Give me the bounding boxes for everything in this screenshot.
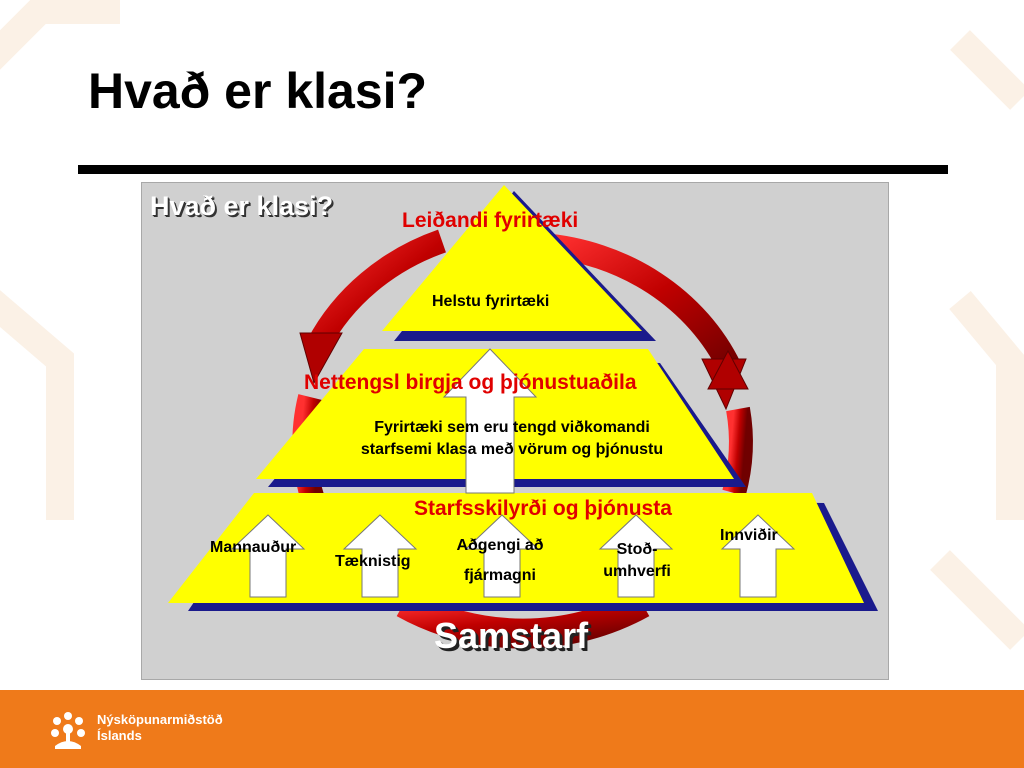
- middle-tier-title: Nettengsl birgja og þjónustuaðila: [304, 371, 637, 394]
- middle-tier-label-line2: starfsemi klasa með vörum og þjónustu: [360, 441, 664, 458]
- bottom-item-stodumhverfi: [592, 541, 682, 581]
- bottom-item-innvidir: Innviðir: [720, 527, 778, 544]
- bottom-item-adgengi: [448, 537, 552, 585]
- bottom-tier-title: Starfsskilyrði og þjónusta: [414, 497, 672, 520]
- bottom-item-stodumhverfi-line1: Stoð-: [616, 541, 658, 558]
- middle-tier-label: [306, 419, 718, 459]
- org-name-line1: Nýsköpunarmiðstöð: [97, 712, 223, 727]
- cycle-label: Samstarf: [434, 615, 589, 656]
- title-divider: [78, 165, 948, 174]
- cluster-diagram: [141, 182, 889, 680]
- top-tier-title: Leiðandi fyrirtæki: [402, 209, 579, 232]
- bottom-item-stodumhverfi-line2: umhverfi: [603, 563, 671, 580]
- footer-bar: [0, 690, 1024, 768]
- bottom-item-taeknistig: Tæknistig: [335, 553, 411, 570]
- bottom-item-adgengi-line1: Aðgengi að: [456, 537, 544, 554]
- figure-heading: Hvað er klasi?: [150, 191, 334, 221]
- org-logo-icon: [47, 708, 89, 750]
- middle-tier-label-line1: Fyrirtæki sem eru tengd viðkomandi: [374, 419, 650, 436]
- top-tier-label: Helstu fyrirtæki: [432, 293, 550, 310]
- bottom-item-adgengi-line2: fjármagni: [463, 567, 536, 584]
- org-name: [97, 712, 223, 744]
- bottom-item-mannaudur: Mannauður: [210, 539, 297, 556]
- org-name-line2: Íslands: [97, 728, 142, 743]
- slide-title: Hvað er klasi?: [88, 63, 428, 119]
